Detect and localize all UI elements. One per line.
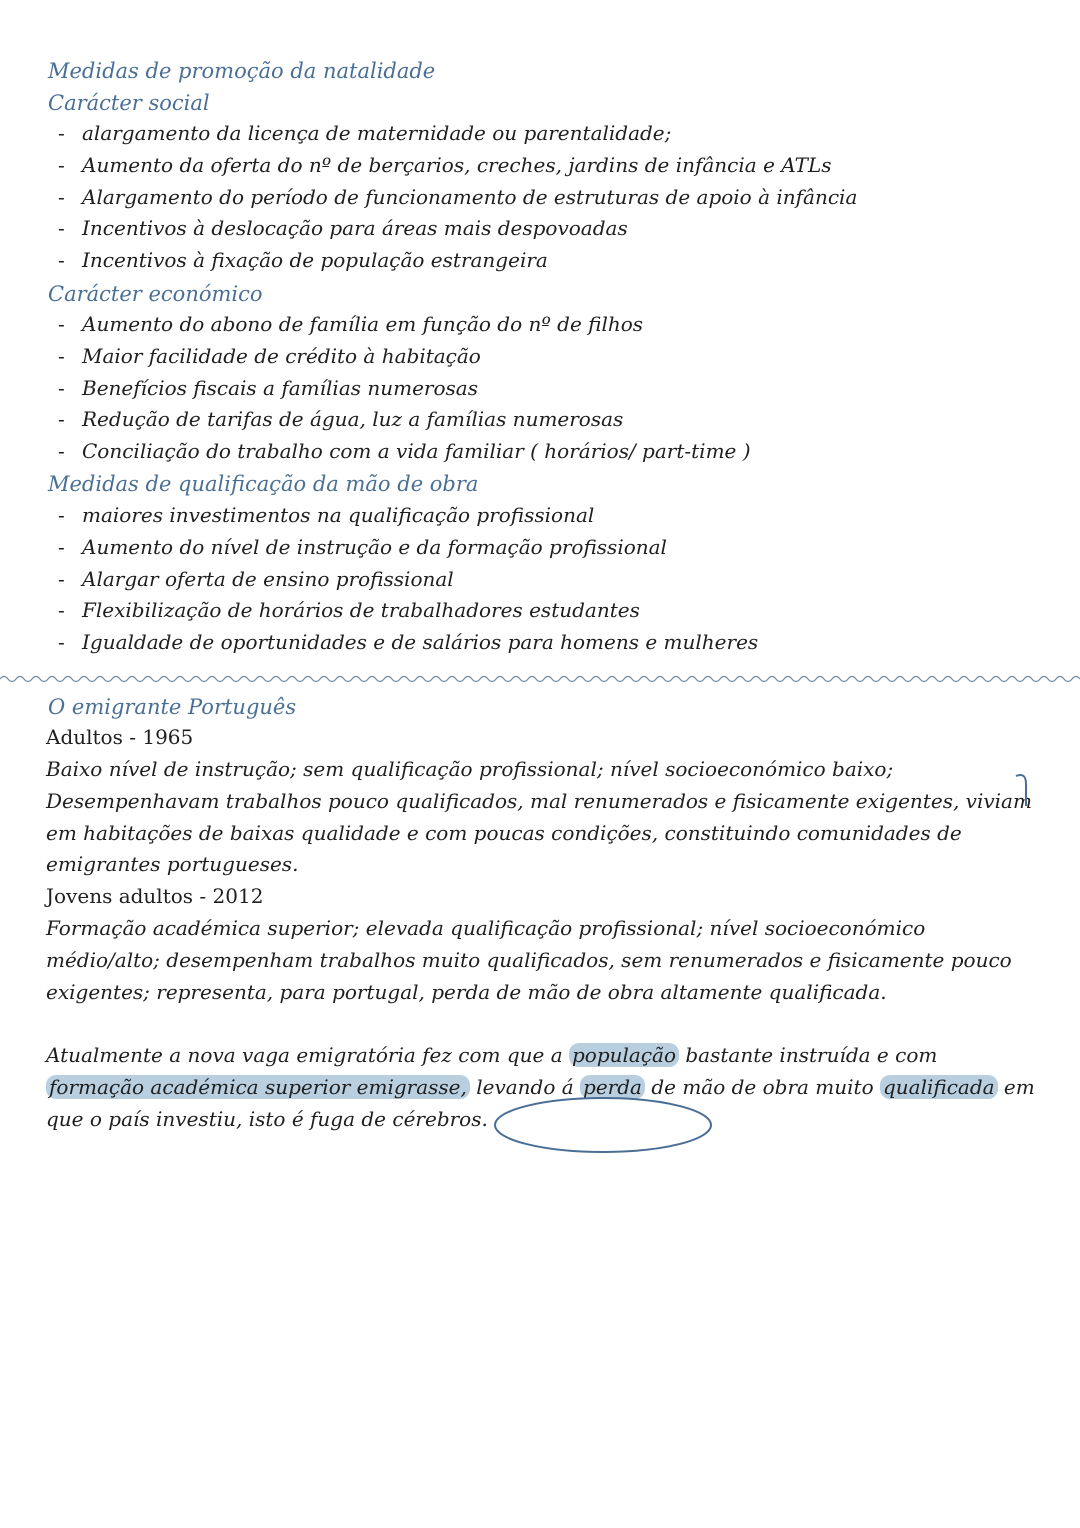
young-label: Jovens adultos - 2012 (46, 884, 264, 908)
highlight-mark: perda (580, 1075, 645, 1099)
dash-icon: - (58, 534, 65, 559)
dash-icon: - (58, 343, 65, 368)
adults-label: Adultos - 1965 (46, 725, 194, 749)
dash-icon: - (58, 407, 65, 432)
list-item: - Aumento do abono de família em função do nº de filhos (58, 309, 751, 341)
qualification-title: Medidas de qualificação da mão de obra (48, 472, 479, 496)
dash-icon: - (58, 248, 65, 273)
list-item: - Aumento do nível de instrução e da formação profissional (58, 532, 758, 564)
list-item: - Maior facilidade de crédito à habitação (58, 341, 751, 373)
social-list (58, 118, 857, 277)
list-item: - Redução de tarifas de água, luz a famílias numerosas (58, 404, 751, 436)
circled-phrase: fuga de cérebros. (310, 1106, 488, 1131)
social-heading: Carácter social (48, 91, 210, 115)
list-item: - maiores investimentos na qualificação profissional (58, 500, 758, 532)
list-item: - alargamento da licença de maternidade ou parentalidade; (58, 118, 857, 150)
summary-paragraph: Atualmente a nova vaga emigratória fez com que a população bastante instruída e com formação académica superior emigrasse, levando á perda de mão de obra muito qualificada em que o país investiu, isto é fuga de cérebros. (46, 1040, 1036, 1135)
dash-icon: - (58, 566, 65, 591)
wavy-divider (0, 672, 1080, 686)
emigrant-title: O emigrante Português (48, 695, 297, 719)
dash-icon: - (58, 312, 65, 336)
dash-icon: - (58, 184, 65, 209)
qualification-list (58, 500, 758, 659)
list-item: - Benefícios fiscais a famílias numerosas (58, 373, 751, 405)
economic-heading: Carácter económico (48, 282, 263, 306)
list-item: - Igualdade de oportunidades e de salários para homens e mulheres (58, 627, 758, 659)
highlight-mark: formação académica superior emigrasse, (46, 1075, 470, 1099)
economic-list (58, 309, 751, 468)
dash-icon: - (58, 216, 65, 241)
dash-icon: - (58, 375, 65, 400)
list-item: - Alargamento do período de funcionamento de estruturas de apoio à infância (58, 182, 857, 214)
natality-title: Medidas de promoção da natalidade (48, 59, 436, 83)
list-item: - Alargar oferta de ensino profissional (58, 564, 758, 596)
dash-icon: - (58, 121, 65, 145)
list-item: - Incentivos à fixação de população estrangeira (58, 245, 857, 277)
highlight-mark: qualificada (880, 1075, 998, 1099)
highlight-mark: população (569, 1043, 679, 1067)
list-item: - Incentivos à deslocação para áreas mais despovoadas (58, 213, 857, 245)
adults-text: Baixo nível de instrução; sem qualificação profissional; nível socioeconómico baixo; Desempenhavam trabalhos pouco qualificados, mal renumerados e fisicamente exigentes, viviam em habitações de baixas qualidade e com poucas condições, constituindo comunidades de emigrantes portugueses. (46, 757, 1032, 877)
list-item: - Conciliação do trabalho com a vida familiar ( horários/ part-time ) (58, 436, 751, 468)
dash-icon: - (58, 503, 65, 527)
dash-icon: - (58, 598, 65, 623)
dash-icon: - (58, 630, 65, 655)
dash-icon: - (58, 439, 65, 464)
young-text: Formação académica superior; elevada qualificação profissional; nível socioeconómico médio/alto; desempenham trabalhos muito qualificados, sem renumerados e fisicamente pouco exigentes; representa, para portugal, perda de mão de obra altamente qualificada. (46, 916, 1012, 1004)
dash-icon: - (58, 152, 65, 177)
list-item: - Aumento da oferta do nº de berçarios, creches, jardins de infância e ATLs (58, 150, 857, 182)
list-item: - Flexibilização de horários de trabalhadores estudantes (58, 595, 758, 627)
